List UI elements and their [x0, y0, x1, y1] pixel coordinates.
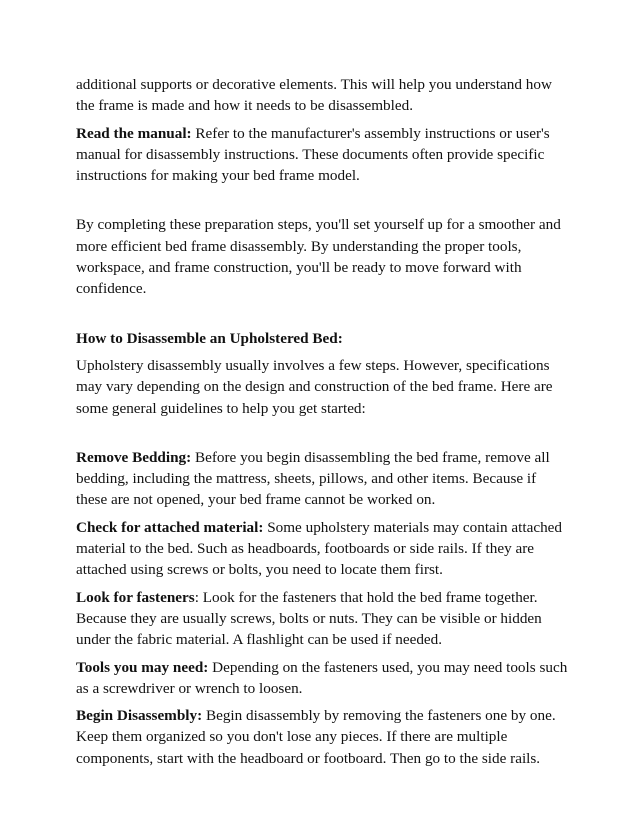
step-text: Before you begin disassembling the bed frame, remove all bedding, including the mattress, sheets, pillows, and other items. Because if these are not opened, your bed frame cannot be worked on. [76, 448, 550, 509]
continued-paragraph: additional supports or decorative elements. This will help you understand how the frame is made and how it needs to be disassembled. [76, 76, 552, 115]
step-check-attached-material [76, 517, 568, 581]
step-look-for-fasteners [76, 587, 568, 651]
read-manual-paragraph [76, 123, 568, 187]
step-text: Begin disassembly by removing the fasteners one by one. Keep them organized so you don't lose any pieces. If there are multiple components, start with the headboard or footboard. Then go to the side rails. [76, 707, 556, 767]
document-page [76, 74, 568, 769]
step-lead: Check for attached material: [76, 518, 264, 536]
read-manual-lead: Read the manual: [76, 124, 192, 142]
step-text: Some upholstery materials may contain attached material to the bed. Such as headboards, footboards or side rails. If they are attached using screws or bolts, you need to locate them first. [76, 518, 563, 579]
step-text: Depending on the fasteners used, you may need tools such as a screwdriver or wrench to loosen. [76, 658, 568, 697]
read-manual-text: Refer to the manufacturer's assembly instructions or user's manual for disassembly instructions. These documents often provide specific instructions for making your bed frame model. [76, 124, 550, 185]
step-lead: Look for fasteners [76, 588, 195, 606]
step-lead: Begin Disassembly: [76, 707, 203, 725]
step-tools-needed [76, 657, 568, 700]
step-text: : Look for the fasteners that hold the bed frame together. Because they are usually screws, bolts or nuts. They can be visible or hidden under the fabric material. A flashlight can be used if needed. [76, 588, 542, 649]
summary-paragraph: By completing these preparation steps, you'll set yourself up for a smoother and more efficient bed frame disassembly. By understanding the proper tools, workspace, and frame construction, you'll be ready to move forward with confidence. [76, 216, 561, 298]
step-lead: Tools you may need: [76, 658, 209, 676]
section-intro-paragraph: Upholstery disassembly usually involves a few steps. However, specifications may vary depending on the design and construction of the bed frame. Here are some general guidelines to help you get started: [76, 356, 553, 417]
section-heading: How to Disassemble an Upholstered Bed: [76, 329, 343, 347]
step-remove-bedding [76, 447, 568, 511]
step-lead: Remove Bedding: [76, 448, 192, 466]
step-begin-disassembly [76, 705, 568, 769]
